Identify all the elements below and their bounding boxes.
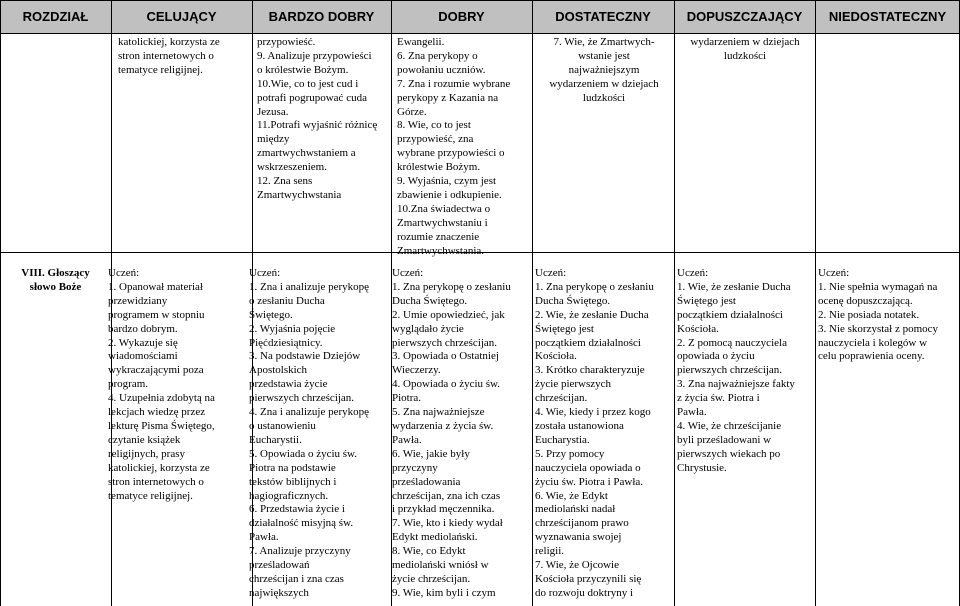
column-border [815, 0, 816, 606]
header-rozdzial: ROZDZIAŁ [22, 9, 89, 24]
cell-top-dopuszczajacy: wydarzeniem w dziejach ludzkości [690, 36, 800, 62]
cell-dostateczny: Uczeń: 1. Zna perykopę o zesłaniu Ducha Świętego. 2. Wie, że zesłanie Ducha Świętego jest początkiem działalności Kościoła. 3. Krótko charakteryzuje życie pierwszych chrześcijan. 4. Wie, kiedy i przez kogo została ustanowiona Eucharystia. 5. Przy pomocy nauczyciela opowiada o życiu św. Piotra i Pawła. 6. Wie, że Edykt mediolański nadał chrześcijanom prawo wyznawania swojej religii. 7. Wie, że Ojcowie Kościoła przyczynili się do rozwoju doktryny i [535, 267, 654, 599]
header-celujacy: CELUJĄCY [146, 9, 217, 24]
cell-top-dostateczny: 7. Wie, że Zmartwych- wstanie jest najważniejszym wydarzeniem w dziejach ludzkości [549, 36, 659, 104]
header-divider [0, 33, 960, 34]
cell-niedostateczny: Uczeń: 1. Nie spełnia wymagań na ocenę dopuszczającą. 2. Nie posiada notatek. 3. Nie skorzystał z pomocy nauczyciela i kolegów w celu poprawienia oceny. [818, 267, 939, 363]
cell-top-dobry: Ewangelii. 6. Zna perykopy o powołaniu uczniów. 7. Zna i rozumie wybrane perykopy z Kazania na Górze. 8. Wie, co to jest przypowieść, zna wybrane przypowieści o królestwie Bożym. 9. Wyjaśnia, czym jest zbawienie i odkupienie. 10.Zna świadectwa o Zmartwychwstaniu i rozumie znaczenie Zmartwychwstania. [397, 36, 511, 257]
header-niedostateczny: NIEDOSTATECZNY [828, 9, 947, 24]
column-border [0, 0, 1, 606]
chapter-title: VIII. Głoszący słowo Boże [21, 267, 90, 293]
column-border [532, 0, 533, 606]
cell-dobry: Uczeń: 1. Zna perykopę o zesłaniu Ducha Świętego. 2. Umie opowiedzieć, jak wyglądało życie pierwszych chrześcijan. 3. Opowiada o Ostatniej Wieczerzy. 4. Opowiada o życiu św. Piotra. 5. Zna najważniejsze wydarzenia z życia św. Pawła. 6. Wie, jakie były przyczyny prześladowania chrześcijan, zna ich czas i przykład męczennika. 7. Wie, kto i kiedy wydał Edykt mediolański. 8. Wie, co Edykt mediolański wniósł w życie chrześcijan. 9. Wie, kim byli i czym [392, 267, 511, 599]
cell-top-celujacy: katolickiej, korzysta ze stron internetowych o tematyce religijnej. [118, 36, 220, 76]
table-border-top [0, 0, 960, 1]
cell-celujacy: Uczeń: 1. Opanował materiał przewidziany programem w stopniu bardzo dobrym. 2. Wykazuje się wiadomościami wykraczającymi poza program. 4. Uzupełnia zdobytą na lekcjach wiedzę przez lekturę Pisma Świętego, czytanie książek religijnych, prasy katolickiej, korzysta ze stron internetowych o tematyce religijnej. [108, 267, 215, 502]
header-bardzo-dobry: BARDZO DOBRY [268, 9, 375, 24]
cell-bardzo-dobry: Uczeń: 1. Zna i analizuje perykopę o zesłaniu Ducha Świętego. 2. Wyjaśnia pojęcie Pięćdziesiątnicy. 3. Na podstawie Dziejów Apostolskich przedstawia życie pierwszych chrześcijan. 4. Zna i analizuje perykopę o ustanowieniu Eucharystii. 5. Opowiada o życiu św. Piotra na podstawie tekstów biblijnych i hagiograficznych. 6. Przedstawia życie i działalność misyjną św. Pawła. 7. Analizuje przyczyny prześladowań chrześcijan i zna czas największych [249, 267, 370, 599]
table-header-row [0, 0, 960, 33]
header-dobry: DOBRY [438, 9, 485, 24]
cell-dopuszczajacy: Uczeń: 1. Wie, że zesłanie Ducha Świętego jest początkiem działalności Kościoła. 2. Z pomocą nauczyciela opowiada o życiu pierwszych chrześcijan. 3. Zna najważniejsze fakty z życia św. Piotra i Pawła. 4. Wie, że chrześcijanie byli prześladowani w pierwszych wiekach po Chrystusie. [677, 267, 795, 474]
header-dostateczny: DOSTATECZNY [555, 9, 651, 24]
header-dopuszczajacy: DOPUSZCZAJĄCY [686, 9, 803, 24]
cell-top-bardzo-dobry: przypowieść. 9. Analizuje przypowieści o królestwie Bożym. 10.Wie, co to jest cud i potrafi pogrupować cuda Jezusa. 11.Potrafi wyjaśnić różnicę między zmartwychwstaniem a wskrzeszeniem. 12. Zna sens Zmartwychwstania [257, 36, 378, 201]
